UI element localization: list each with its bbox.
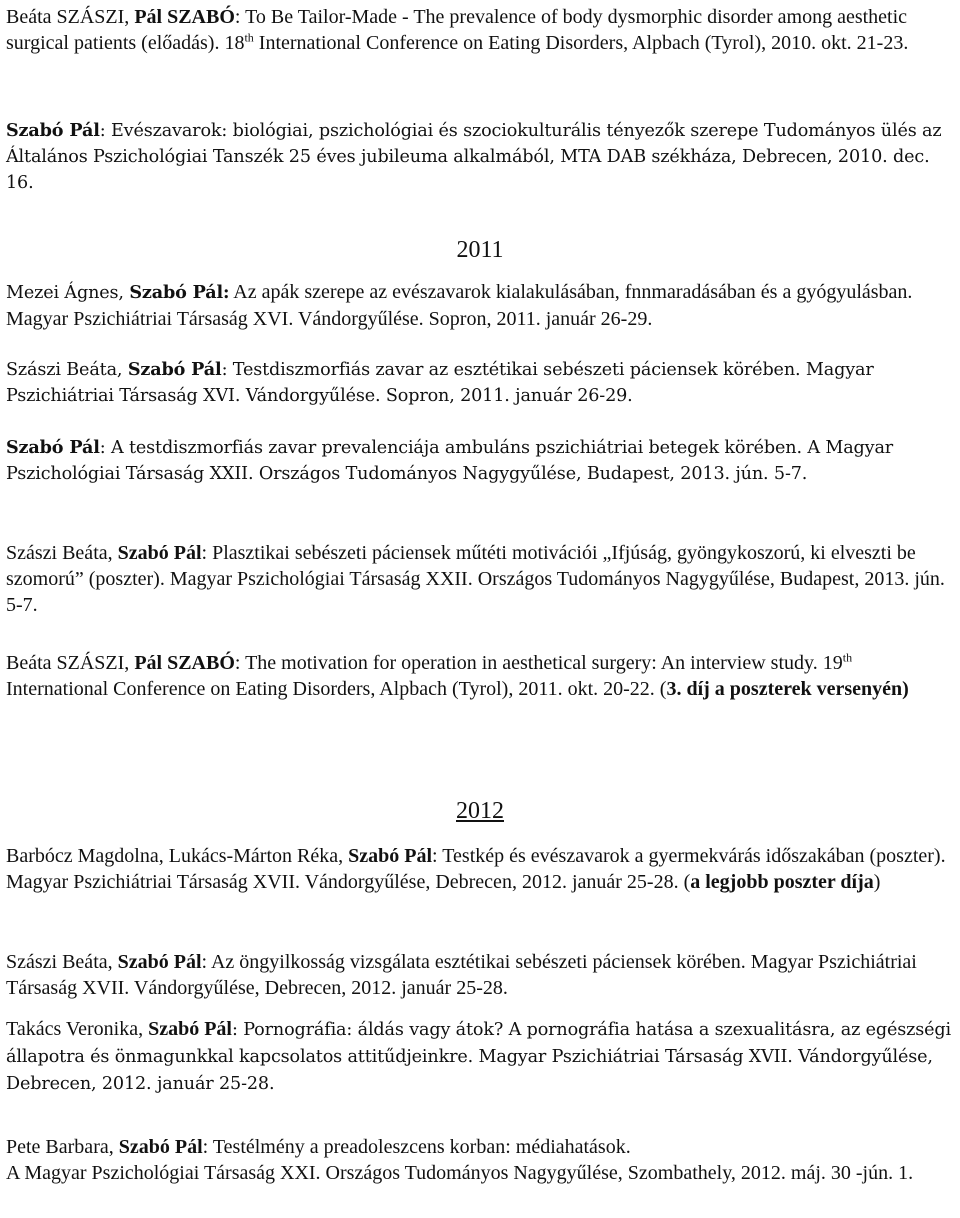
- publication-entry: [6, 843, 956, 895]
- publication-entry: [6, 949, 956, 1001]
- publication-entry: [6, 1134, 956, 1186]
- entry-award: 3. díj a poszterek versenyén): [666, 678, 909, 700]
- entry-author-highlight: Szabó Pál: [118, 1136, 203, 1158]
- entry-author-highlight: Szabó Pál: [127, 359, 222, 380]
- entry-text: : The motivation for operation in aesthetical surgery: An interview study. 19: [234, 652, 843, 674]
- entry-author-highlight: Szabó Pál: [6, 120, 100, 141]
- entry-authors: Szászi Beáta,: [6, 360, 128, 380]
- entry-text-continued: International Conference on Eating Disorders, Alpbach (Tyrol), 2010. okt. 21-23.: [253, 32, 909, 54]
- entry-author-highlight: Szabó Pál: [117, 542, 202, 564]
- entry-author-highlight: Szabó Pál:: [129, 282, 230, 303]
- entry-text: : Testkép és evészavarok a gyermekvárás időszakában (poszter). Magyar Pszichiátriai Társaság XVII. Vándorgyűlése, Debrecen, 2012. január 25-28. (: [6, 845, 946, 893]
- entry-authors: Takács Veronika,: [6, 1018, 149, 1040]
- entry-text: : Testélmény a preadoleszcens korban: médiahatások.: [202, 1136, 631, 1158]
- entry-authors: Beáta SZÁSZI,: [6, 652, 135, 674]
- entry-text-continued: International Conference on Eating Disorders, Alpbach (Tyrol), 2011. okt. 20-22. (: [6, 678, 667, 700]
- entry-text: : Plasztikai sebészeti páciensek műtéti motivációi „Ifjúság, gyöngykoszorú, ki elveszti be szomorú” (poszter). Magyar Pszichológiai Társaság XXII. Országos Tudományos Nagygyűlése, Budapest, 2013. jún. 5-7.: [6, 542, 945, 616]
- entry-authors: Szászi Beáta,: [6, 542, 118, 564]
- publication-entry: [6, 279, 956, 332]
- entry-text-tail: ): [873, 871, 881, 893]
- entry-authors: Mezei Ágnes,: [6, 283, 130, 303]
- entry-author-highlight: Pál SZABÓ: [134, 652, 235, 674]
- publication-entry: [6, 650, 956, 702]
- publication-entry: [6, 1016, 956, 1097]
- entry-superscript: th: [244, 30, 254, 45]
- entry-text: : Az öngyilkosság vizsgálata esztétikai sebészeti páciensek körében. Magyar Pszichiátriai Társaság XVII. Vándorgyűlése, Debrecen, 2012. január 25-28.: [6, 951, 917, 999]
- entry-text-continued: A Magyar Pszichológiai Társaság XXI. Országos Tudományos Nagygyűlése, Szombathely, 2012. máj. 30 -jún. 1.: [6, 1162, 914, 1184]
- entry-author-highlight: Szabó Pál: [348, 845, 433, 867]
- publication-entry: [6, 357, 956, 409]
- publication-entry: [6, 4, 956, 56]
- year-heading-2012: 2012: [456, 798, 504, 824]
- entry-authors: Szászi Beáta,: [6, 951, 118, 973]
- entry-text: Az apák szerepe az evészavarok kialakulásában, fnnmaradásában és a gyógyulásban. Magyar Pszichiátriai Társaság XVI. Vándorgyűlése. Sopron, 2011. január 26-29.: [6, 281, 913, 330]
- entry-author-highlight: Pál SZABÓ: [134, 6, 235, 28]
- entry-authors: Barbócz Magdolna, Lukács-Márton Réka,: [6, 845, 349, 867]
- entry-author-highlight: Szabó Pál: [148, 1018, 232, 1040]
- entry-author-highlight: Szabó Pál: [6, 437, 100, 458]
- entry-authors: Pete Barbara,: [6, 1136, 119, 1158]
- entry-text: : Testdiszmorfiás zavar az esztétikai sebészeti páciensek körében. Magyar Pszichiátriai Társaság XVI. Vándorgyűlése. Sopron, 2011. január 26-29.: [6, 360, 874, 406]
- entry-author-highlight: Szabó Pál: [117, 951, 202, 973]
- entry-text: : Evészavarok: biológiai, pszichológiai és szociokulturális tényezők szerepe Tudományos ülés az Általános Pszichológiai Tanszék 25 éves jubileuma alkalmából, MTA DAB székháza, Debrecen, 2010. dec. 16.: [6, 121, 942, 193]
- entry-superscript: th: [842, 650, 853, 665]
- entry-award: a legjobb poszter díja: [690, 871, 874, 893]
- publication-entry: [6, 118, 956, 196]
- publication-entry: [6, 540, 956, 618]
- publication-entry: [6, 435, 956, 487]
- entry-text: : A testdiszmorfiás zavar prevalenciája ambuláns pszichiátriai betegek körében. A Magyar Pszichológiai Társaság XXII. Országos Tudományos Nagygyűlése, Budapest, 2013. jún. 5-7.: [6, 438, 894, 484]
- year-heading-2011: 2011: [456, 237, 504, 263]
- entry-text: : To Be Tailor-Made - The prevalence of body dysmorphic disorder among aesthetic surgical patients (előadás). 18: [6, 6, 908, 54]
- entry-authors: Beáta SZÁSZI,: [6, 6, 135, 28]
- entry-text: : Pornográfia: áldás vagy átok? A pornográfia hatása a szexualitásra, az egészségi állapotra és önmagunkkal kapcsolatos attitűdjeinkre. Magyar Pszichiátriai Társaság XVII. Vándorgyűlése, Debrecen, 2012. január 25-28.: [6, 1020, 952, 1094]
